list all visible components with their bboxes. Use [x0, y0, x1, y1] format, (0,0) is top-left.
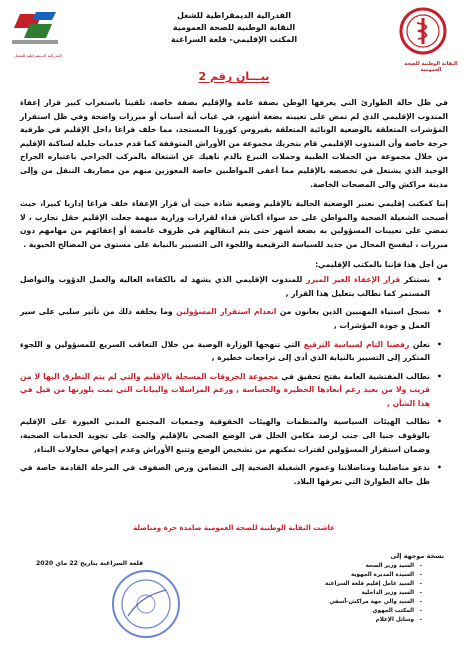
paragraph-1: في ظل حالة الطوارئ التي يعرفها الوطن بصفة عامة والإقليم بصفة خاصة، تلقينا باستغراب كبير قرار إعفاء المندوب الإقليمي الذي لم تمض على تعيينه بضعة أشهر، في غياب أية أسباب أو مبررات واضحة وفي ظل استقرار المؤشرات المتعلقة بالوضعية الوبائية المتعلقة بفيروس كورونا المستجد، مما خلف فراغا داخل الإقليم في ظرفية حرجة خاصة وأن المندوب الإقليمي قام بتحريك مجموعة من الأوراش المتوقفة كما قدم خدمات جليلة لساكنة الإقليم من خلال مجموعة من الحملات الطبية وحملات التبرع بالدم ناهيك عن اشتغاله بالمركب الجراحي باعتباره الجراح الوحيد الذي يشتغل في تخصصه بالإقليم مما أعفى المواطنين خاصة المعوزين منهم من مصاريف التنقل من وإلى مدينة مراكش والى المصحات الخاصة.: [20, 98, 448, 189]
demand-item-1: • نستنكر قرار الإعفاء الغير المبرر للمندوب الإقليمي الذي يشهد له بالكفاءة العالية والعمل الدؤوب والتواصل المستمر كما نطالب بتعليل هذا القرار ,: [20, 275, 442, 298]
letterhead-line-2: النقابة الوطنية للصحة العمومية: [172, 23, 296, 32]
health-union-seal: [398, 6, 448, 56]
recipient-item: - السيد وزير الصحة: [365, 563, 422, 569]
bullet-icon: •: [436, 417, 442, 427]
demands-intro: من أجل هذا فإننا بالمكتب الإقليمي:: [315, 259, 448, 269]
demand-item-3: • نعلن رفضنا التام لسياسة الترقيع التي تنهجها الوزارة الوصية من خلال التعاقب السريع للمسؤولين و اللجوء المتكرر إلى التسيير بالنيابة الذي أدى إلى تراجعات خطيرة ,: [20, 339, 442, 363]
union-stamp: [110, 568, 182, 640]
letterhead-text: [150, 10, 318, 46]
copies-title: نسخة موجهة إلى: [390, 552, 444, 560]
bullet-icon: •: [436, 307, 442, 317]
demand-item-2: • نسجل استياء المهنيين الذين يعانون من انعدام استقرار المسؤولين وما يخلفه ذلك من تأثير سلبي على سير العمل و جودة المؤشرات ,: [20, 307, 442, 330]
union-logo: [398, 6, 464, 73]
recipient-item: - السيد والي جهة مراكش-آسفي: [329, 599, 422, 605]
fdt-logo-caption: الفدرالية الديمقراطية للشغل: [14, 53, 62, 58]
letterhead: [0, 4, 468, 73]
statement-body: [20, 96, 448, 493]
recipient-item: - السيد عامل إقليم قلعة السراغنة: [324, 581, 422, 587]
fdt-logo: [6, 8, 70, 58]
bullet-icon: •: [436, 339, 442, 349]
bullet-icon: •: [436, 275, 442, 285]
union-logo-caption: النقابة الوطنية للصحة العمومية: [404, 61, 458, 73]
recipient-item: - السيدة المديرة الجهوية: [350, 572, 422, 578]
letterhead-line-1: الفدرالية الديمقراطية للشغل: [176, 11, 292, 20]
recipient-item: - وسائل الإعلام: [375, 617, 422, 623]
statement-title-text: بيـــان رقم 2: [198, 70, 270, 83]
copies-block: [304, 552, 444, 625]
date-line: قلعة السراغنة بتاريخ 22 ماي 2020: [36, 560, 144, 567]
letterhead-line-3: المكتب الإقليمي- قلعة السراغنة: [170, 35, 298, 44]
statement-title: [0, 70, 468, 83]
fdt-logo-mark: [6, 8, 64, 48]
bullet-icon: •: [436, 463, 442, 473]
demand-item-6: • ندعو مناضلينا ومناضلاتنا وعموم الشغيلة الصحية إلى التضامن ورص الصفوف في المرحلة القادمة خاصة في ظل حالة الطوارئ التي تعرفها البلاد.: [20, 463, 442, 486]
demand-item-5: • نطالب الهيئات السياسية والمنظمات والهيئات الحقوقية وجمعيات المجتمع المدني الغيورة على الإقليم بالوقوف جنبا الى جنب لرصد مكامن الخلل في الوضع الصحي بالإقليم والحث على تجويد الخدمات الصحية، وضمان استقرار المسؤولين لفترات تمكنهم من تشخيص الوضع وتتبع الأوراش وعدم إجهاض محاولات البناء,: [20, 417, 442, 454]
bullet-icon: •: [436, 371, 442, 381]
demand-item-4: • نطالب المفتشية العامة بفتح تحقيق في مجموعة الخروقات المسجلة بالإقليم والتي لم يتم التطرق اليها لا من قريب ولا من بعيد رغم أبعادها الخطيرة والحساسة , ورغم المراسلات والبيانات التي تمت بلورتها من قبل في هذا الشأن ,: [20, 371, 442, 408]
recipient-item: - المكتب الجهوي: [372, 608, 422, 614]
recipient-item: - السيد وزير الداخلية: [361, 590, 422, 596]
paragraph-2: إننا كمكتب إقليمي نعتبر الوضعية الحالية بالإقليم وضعية شاذة حيث أن قرار الإعفاء خلف فراغا إداريا كبيرا، حيث أصبحت الشغيلة الصحية والمواطن على حد سواء أكباش فداء لقرارات وزارية مبهمة جعلت الإقليم حقل تجارب ، لا تمضي على تعيينات المسؤولين به بضعة أشهر حتى يتم انتقالهم في ظروف غامضة أو إعفائهم من مهامهم دون مبررات ، ليفسح المجال من جديد للسياسة الترقيعية واللجوء الى التسيير بالنيابة على مستوى من المصالح الحيوية .: [20, 199, 448, 249]
recipients-list: [304, 562, 444, 625]
closing-slogan: عاشت النقابة الوطنية للصحة العمومية صامدة حرة ومناضلة: [133, 524, 335, 532]
demands-list: [20, 273, 448, 488]
